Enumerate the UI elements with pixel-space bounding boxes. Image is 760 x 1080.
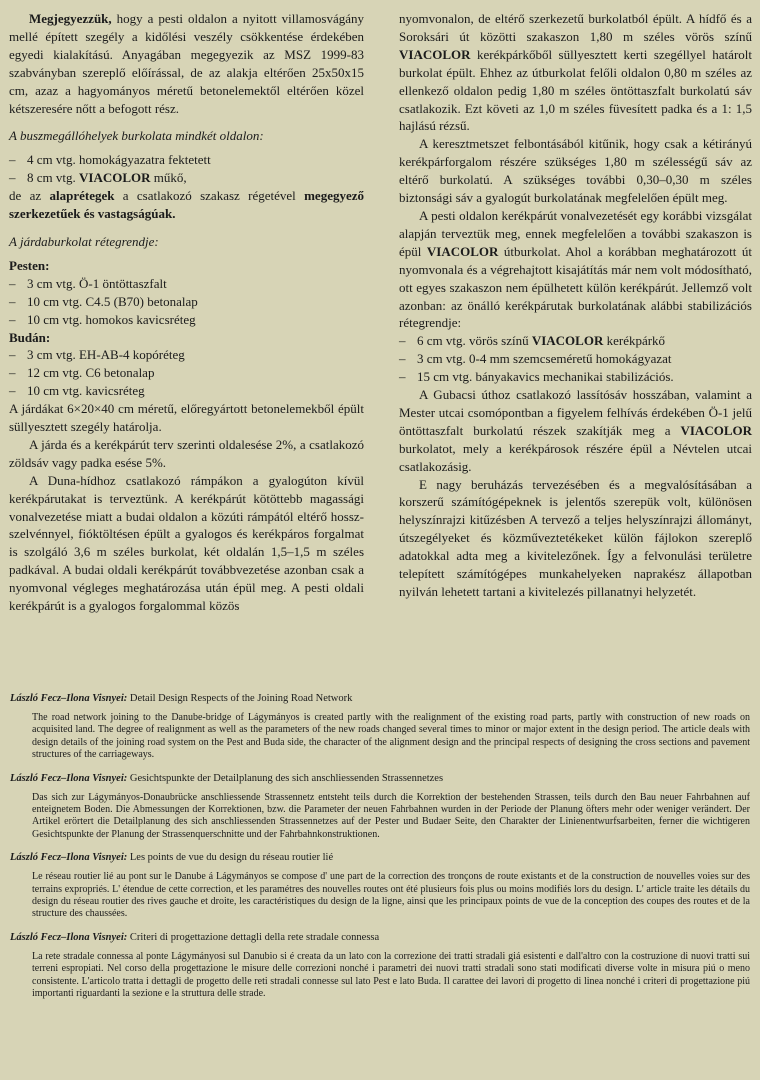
paragraph-text: útburkolat. Ahol a korábban meghatározott út nyomvonala és a végrehajtott kisajátítás már nem volt módosítható, ott egyes szakaszon nem épülhetett külön kerékpárút. Jellemző volt azonban: az önálló kerékpárutak burkolatának alábbi stabilizációs rétegrendje:	[399, 243, 752, 331]
list-item-text: 3 cm vtg. EH-AB-4 kopóréteg	[27, 347, 185, 363]
paragraph-text: burkolatot, mely a kerékpárosok részére épül a Névtelen utcai csatlakozásig.	[399, 440, 752, 474]
paragraph-continuation	[399, 10, 752, 135]
left-column	[9, 10, 364, 615]
abstract-title	[10, 931, 750, 945]
list-item-text: 10 cm vtg. kavicsréteg	[27, 383, 145, 399]
brand-name: VIACOLOR	[531, 333, 604, 349]
paragraph-text: hogy a pesti oldalon a nyitott villamosvágány mellé épített szegély a kidőlési veszély csökkentése érdekében egyedi kialakítású. Anyagában megegyezik az MSZ 1999-83 szabványban szereplő előírással, de az alakja eltérően 25x50x15 cm, azaz a hagyományos méretű betonelemektől eltérően közel kétszeresére nőtt a befogott rész.	[9, 11, 364, 116]
abstract-author: László Fecz–Ilona Visnyei:	[10, 693, 128, 704]
abstract-body: La rete stradale connessa al ponte Lágymányosi sul Danubio si é creata da un lato con la correzione dei tratti stradali giá esistenti e dall'altro con la costruzione di nuovi tratti sui terreni espropiati. Nel corso della progettazione le misure delle correzioni nonché i parametri dei nuovi tratti stradali sono stati modificati diverse volte in misura piú o meno consistente. L'articolo tratta i dettagli de progetto delle reti stradali connesse sul lato Pest e lato Buda. Il carattee dei lavori di progetto di linea nonché i criteri di progettazione piú importanti riguardanti la sezione e la struttura delle strade.	[32, 950, 750, 1000]
note-bold: megegyező szerkezetűek és vastagságúak.	[9, 188, 365, 222]
list-item: – 10 cm vtg. C4.5 (B70) betonalap	[9, 293, 198, 309]
abstract-body: Le réseau routier lié au pont sur le Danube á Lágymányos se compose d' une part de la correction des tronçons de route existants et de la construction de nouvelles voies sur des terrains expropriés. L' étendue de cette correction, et les paramétres des nouvelles routes ont été plusieurs fois plus ou moins modifiés lors du design. L' article traite les détails du design du réseau routier des rives gauche et droite, les caractéristiques du design de la ligne, ainsi que les principaux points de vue de la conception des coupes des routes et de la structure des chaussées.	[32, 871, 750, 920]
abstract-title-text: Gesichtspunkte der Detailplanung des sich anschliessenden Strassennetzes	[127, 772, 444, 784]
list-item: – 4 cm vtg. homokágyazatra fektetett	[9, 152, 211, 168]
abstract-title	[10, 851, 750, 865]
abstract-title-text: Detail Design Respects of the Joining Road Network	[127, 693, 353, 704]
list-item-text: 4 cm vtg. homokágyazatra fektetett	[27, 152, 211, 168]
paragraph-pest-cycleway	[399, 207, 752, 332]
list-item-text: 15 cm vtg. bányakavics mechanikai stabilizációs.	[417, 369, 674, 385]
paragraph-gubacsi	[399, 386, 752, 476]
right-column	[399, 10, 752, 601]
list-item-text: 8 cm vtg.	[27, 170, 79, 186]
list-item: – 3 cm vtg. 0-4 mm szemcseméretű homokágyazat	[399, 351, 672, 367]
abstract-italian	[10, 931, 750, 1001]
note-text: a csatlakozó szakasz régetével	[114, 188, 305, 204]
abstracts-section	[10, 692, 750, 1011]
paragraph-intro	[9, 10, 364, 117]
abstract-author: László Fecz–Ilona Visnyei:	[10, 772, 128, 784]
abstract-title-text: Les points de vue du design du réseau routier lié	[127, 852, 334, 864]
list-item: – 8 cm vtg. VIACOLOR műkő,	[9, 170, 187, 186]
list-item-text: 10 cm vtg. homokos kavicsréteg	[27, 311, 196, 327]
list-item-text: kerékpárkő	[603, 333, 666, 349]
list-item: – 3 cm vtg. Ö-1 öntöttaszfalt	[9, 275, 167, 291]
list-item-text: 3 cm vtg. Ö-1 öntöttaszfalt	[27, 275, 167, 291]
abstract-french	[10, 851, 750, 921]
brand-name: VIACOLOR	[399, 46, 471, 62]
list-item-text: 3 cm vtg. 0-4 mm szemcseméretű homokágyazat	[417, 351, 672, 367]
list-item: – 12 cm vtg. C6 betonalap	[9, 365, 155, 381]
paragraph-text: nyomvonalon, de eltérő szerkezetű burkolatból épült. A hídfő és a Soroksári út közötti szakaszon 1,80 m széles vörös színű	[399, 11, 752, 44]
list-item-text: 12 cm vtg. C6 betonalap	[27, 365, 155, 381]
list-item: – 10 cm vtg. homokos kavicsréteg	[9, 311, 196, 327]
pest-label: Pesten:	[9, 257, 50, 273]
paragraph-cross-section: A keresztmetszet felbontásából kitűnik, hogy csak a kétirányú kerékpárforgalom részére szükséges 1,80 m szélességű sáv az eltérő burkolatú. A szükséges további 0,30–0,30 m széles biztonsági sáv a gyalogút burkolatának megfelelően épült meg.	[399, 136, 752, 206]
abstract-body: The road network joining to the Danube-bridge of Lágymányos is created partly with the realignment of the existing road parts, partly with construction of new roads on acquisited land. The degree of realignment as well as the parameters of the new roads changed several times to minor or major extent in the design period. The article deals with design details of the joining road system on the Pest and Buda side, the character of the alignment design and the principal respects of designing the cross sections and pavement structures of the carriageways.	[32, 712, 750, 761]
buda-label: Budán:	[9, 329, 51, 345]
bus-note	[9, 187, 364, 223]
list-item: – 3 cm vtg. EH-AB-4 kopóréteg	[9, 347, 185, 363]
bold-lead: Megjegyezzük,	[29, 11, 112, 26]
abstract-title-text: Criteri di progettazione dettagli della rete stradale connessa	[127, 931, 380, 943]
abstract-author: László Fecz–Ilona Visnyei:	[10, 931, 128, 943]
note-bold: alaprétegek	[49, 188, 115, 204]
abstract-english	[10, 692, 750, 762]
abstract-body: Das sich zur Lágymányos-Donaubrücke anschliessende Strassennetz entsteht teils durch die Korrektion der bestehenden Strassen, teils durch den Bau neuer Fahrbahnen auf enteignetem Boden. Die Abmessungen der Korrektionen, bzw. die Parameter der neuen Fahrbahnen wurden in der Periode der Planung öfters mehr oder weniger verändert. Der Artikel erörtert die Detailplanung des sich anschliessenden Strassennetzes auf der Pester und Budaer Seite, den Charakter der Linienentwurfsarbeiten, ferner die wichtigeren Gesichtspunkte der Planung der Strassenquerschnitte und der Fahrbahnkonstruktionen.	[32, 791, 750, 840]
list-item-text: 6 cm vtg. vörös színű	[417, 333, 532, 349]
abstract-author: László Fecz–Ilona Visnyei:	[10, 852, 128, 864]
note-text: de az	[9, 188, 50, 204]
list-item: – 15 cm vtg. bányakavics mechanikai stabilizációs.	[399, 369, 674, 385]
abstract-title	[10, 692, 750, 706]
brand-name: VIACOLOR	[680, 422, 752, 438]
paragraph-text: A Gubacsi úthoz csatlakozó lassítósáv hosszában, valamint a Mester utcai csomópontban a figyelem felhívás érdekében Ö-1 jelű öntöttaszfalt burkolatú részek szakítják meg a	[399, 387, 752, 438]
list-item-text: műkő,	[150, 170, 187, 186]
paragraph-computers: E nagy beruházás tervezésében és a megvalósításában a korszerű számítógépeknek is jelentős szerepük volt, különösen helyszínrajzi kitűzésben A tervező a teljes helyszínrajzi állományt, útszegélyeket és közműveztetékeket külön fájlokon szereplő adatokkal adta meg a kivitelezőnek. Így a felvonulási területre telepített számítógépes munkahelyeken naprakész állapotban nyilván lehetett tartani a kivitelezés pillanatnyi helyzetét.	[399, 476, 752, 599]
list-item-text: 10 cm vtg. C4.5 (B70) betonalap	[27, 293, 198, 309]
paragraph-curbs: A járdákat 6×20×40 cm méretű, előregyártott betonelemekből épült süllyesztett szegély határolja.	[9, 401, 364, 435]
abstract-title	[10, 772, 750, 786]
paragraph-slope: A járda és a kerékpárút terv szerinti oldalesése 2%, a csatlakozó zöldsáv vagy padka esése 5%.	[9, 436, 364, 470]
sidewalk-heading: A járdaburkolat rétegrendje:	[9, 233, 159, 249]
paragraph-text: A pesti oldalon kerékpárút vonalvezetését egy korábbi vizsgálat alapján terveztük meg, ennek megfelelően a további szakaszon is épül	[399, 207, 752, 259]
brand-name: VIACOLOR	[79, 170, 151, 186]
abstract-german	[10, 772, 750, 842]
paragraph-ramps: A Duna-hídhoz csatlakozó rámpákon a gyalogúton kívül kerékpárutakat is terveztünk. A kerékpárút kötöttebb magassági vonalvezetése miatt a budai oldalon a közúti rámpától eltérő hossz-szelvénnyel, fióktöltésen épült a gyalogos és kerékpáros forgalmat is szolgáló 3,6 m széles burkolat, két oldalán 1,5–1,5 m széles padkával. A budai oldali kerékpárút továbbvezetése azonban csak a nyomvonal végleges meghatározása után épül meg. A pesti oldali kerékpárút is a gyalogos forgalommal közös	[9, 472, 364, 614]
paragraph-text: kerékpárkőből süllyesztett kerti szegéllyel határolt burkolat épült. Ehhez az útburkolat felőli oldalon 0,80 m széles az ellenkező oldalon pedig 1,80 m széles öntöttaszfalt burkolatú sáv csatlakozik. Ezt követi az 1,0 m széles füvesített padka és a 1: 1,5 hajlású rézsű.	[399, 46, 752, 134]
bus-stop-heading: A buszmegállóhelyek burkolata mindkét oldalon:	[9, 128, 264, 144]
list-item: – 6 cm vtg. vörös színű VIACOLOR kerékpárkő	[399, 333, 666, 349]
brand-name: VIACOLOR	[426, 243, 499, 259]
list-item: – 10 cm vtg. kavicsréteg	[9, 383, 145, 399]
